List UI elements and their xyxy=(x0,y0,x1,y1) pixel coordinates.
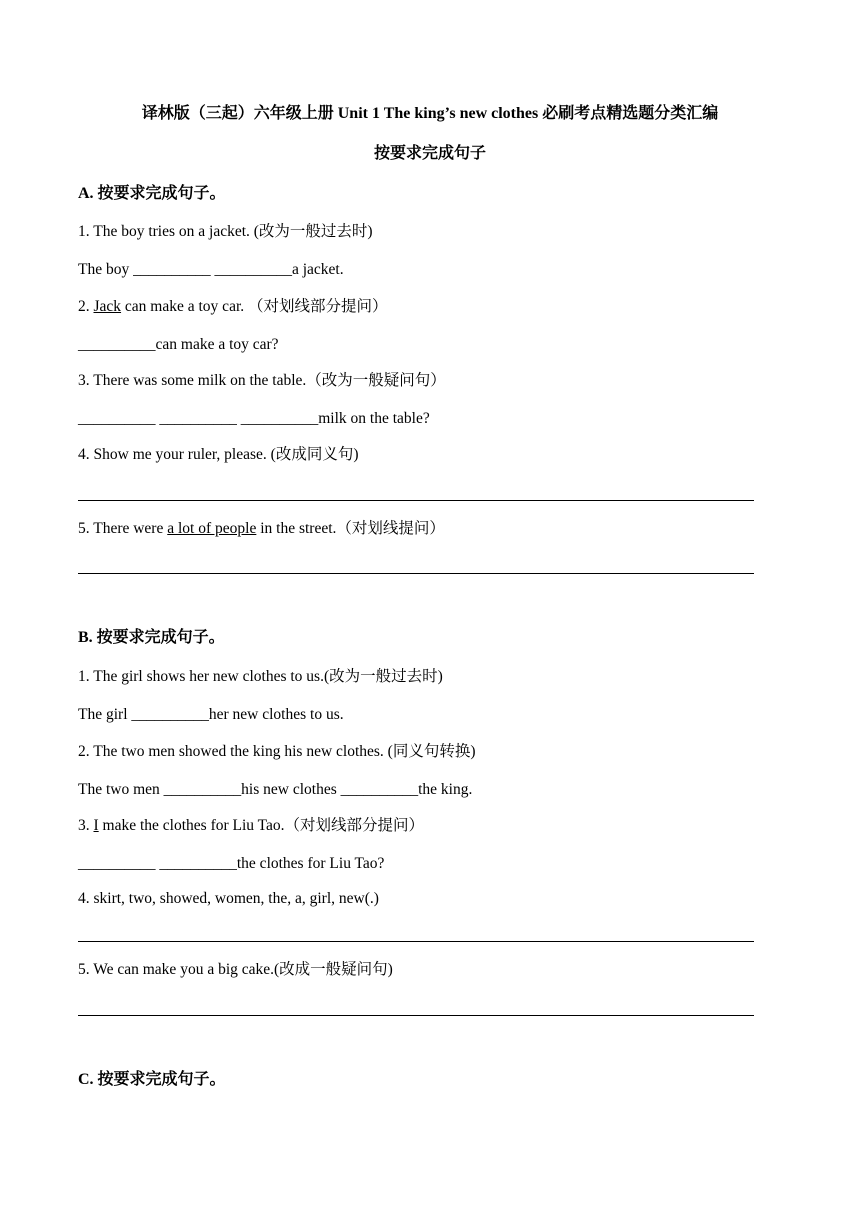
b-q5-prompt: 5. We can make you a big cake.(改成一般疑问句) xyxy=(78,961,393,978)
a-q4-prompt: 4. Show me your ruler, please. (改成同义句) xyxy=(78,446,359,463)
a-q5-after: in the street.（对划线提问） xyxy=(256,520,445,537)
b-q3-answer-line: __________ __________the clothes for Liu Tao? xyxy=(78,855,385,872)
a-q2-underlined-word: Jack xyxy=(93,298,122,315)
a-q3-prompt: 3. There was some milk on the table.（改为一般疑问句） xyxy=(78,372,446,389)
b-q1-prompt: 1. The girl shows her new clothes to us.(改为一般过去时) xyxy=(78,668,443,685)
b-q3-prompt xyxy=(78,814,424,838)
a-q5-before: 5. There were xyxy=(78,520,168,537)
a-q2-answer-line: __________can make a toy car? xyxy=(78,336,279,353)
b-q2-prompt: 2. The two men showed the king his new clothes. (同义句转换) xyxy=(78,743,476,760)
b-q1-answer-line: The girl __________her new clothes to us. xyxy=(78,706,344,723)
a-q3-answer-line: __________ __________ __________milk on the table? xyxy=(78,410,430,427)
b-q3-number: 3. xyxy=(78,817,94,834)
b-q3-underlined-word: I xyxy=(93,817,99,834)
section-c-heading: C. 按要求完成句子。 xyxy=(78,1071,226,1088)
section-b-heading: B. 按要求完成句子。 xyxy=(78,629,225,646)
a-q1-answer-line: The boy __________ __________a jacket. xyxy=(78,261,344,278)
b-q3-rest: make the clothes for Liu Tao.（对划线部分提问） xyxy=(98,817,425,834)
b-q2-answer-line: The two men __________his new clothes __________the king. xyxy=(78,781,473,798)
a-q4-answer-rule xyxy=(78,500,754,501)
a-q5-answer-rule xyxy=(78,573,754,574)
document-title: 译林版（三起）六年级上册 Unit 1 The king’s new clothes 必刷考点精选题分类汇编 xyxy=(141,105,719,122)
a-q1-prompt: 1. The boy tries on a jacket. (改为一般过去时) xyxy=(78,223,373,240)
section-a-heading: A. 按要求完成句子。 xyxy=(78,185,226,202)
a-q2-number: 2. xyxy=(78,298,94,315)
a-q5-underlined-phrase: a lot of people xyxy=(167,520,257,537)
a-q2-rest: can make a toy car. （对划线部分提问） xyxy=(121,298,388,315)
document-subtitle: 按要求完成句子 xyxy=(373,145,486,162)
a-q5-prompt xyxy=(78,517,445,541)
b-q5-answer-rule xyxy=(78,1015,754,1016)
b-q4-answer-rule xyxy=(78,941,754,942)
a-q2-prompt xyxy=(78,295,388,319)
b-q4-prompt: 4. skirt, two, showed, women, the, a, girl, new(.) xyxy=(78,890,379,907)
